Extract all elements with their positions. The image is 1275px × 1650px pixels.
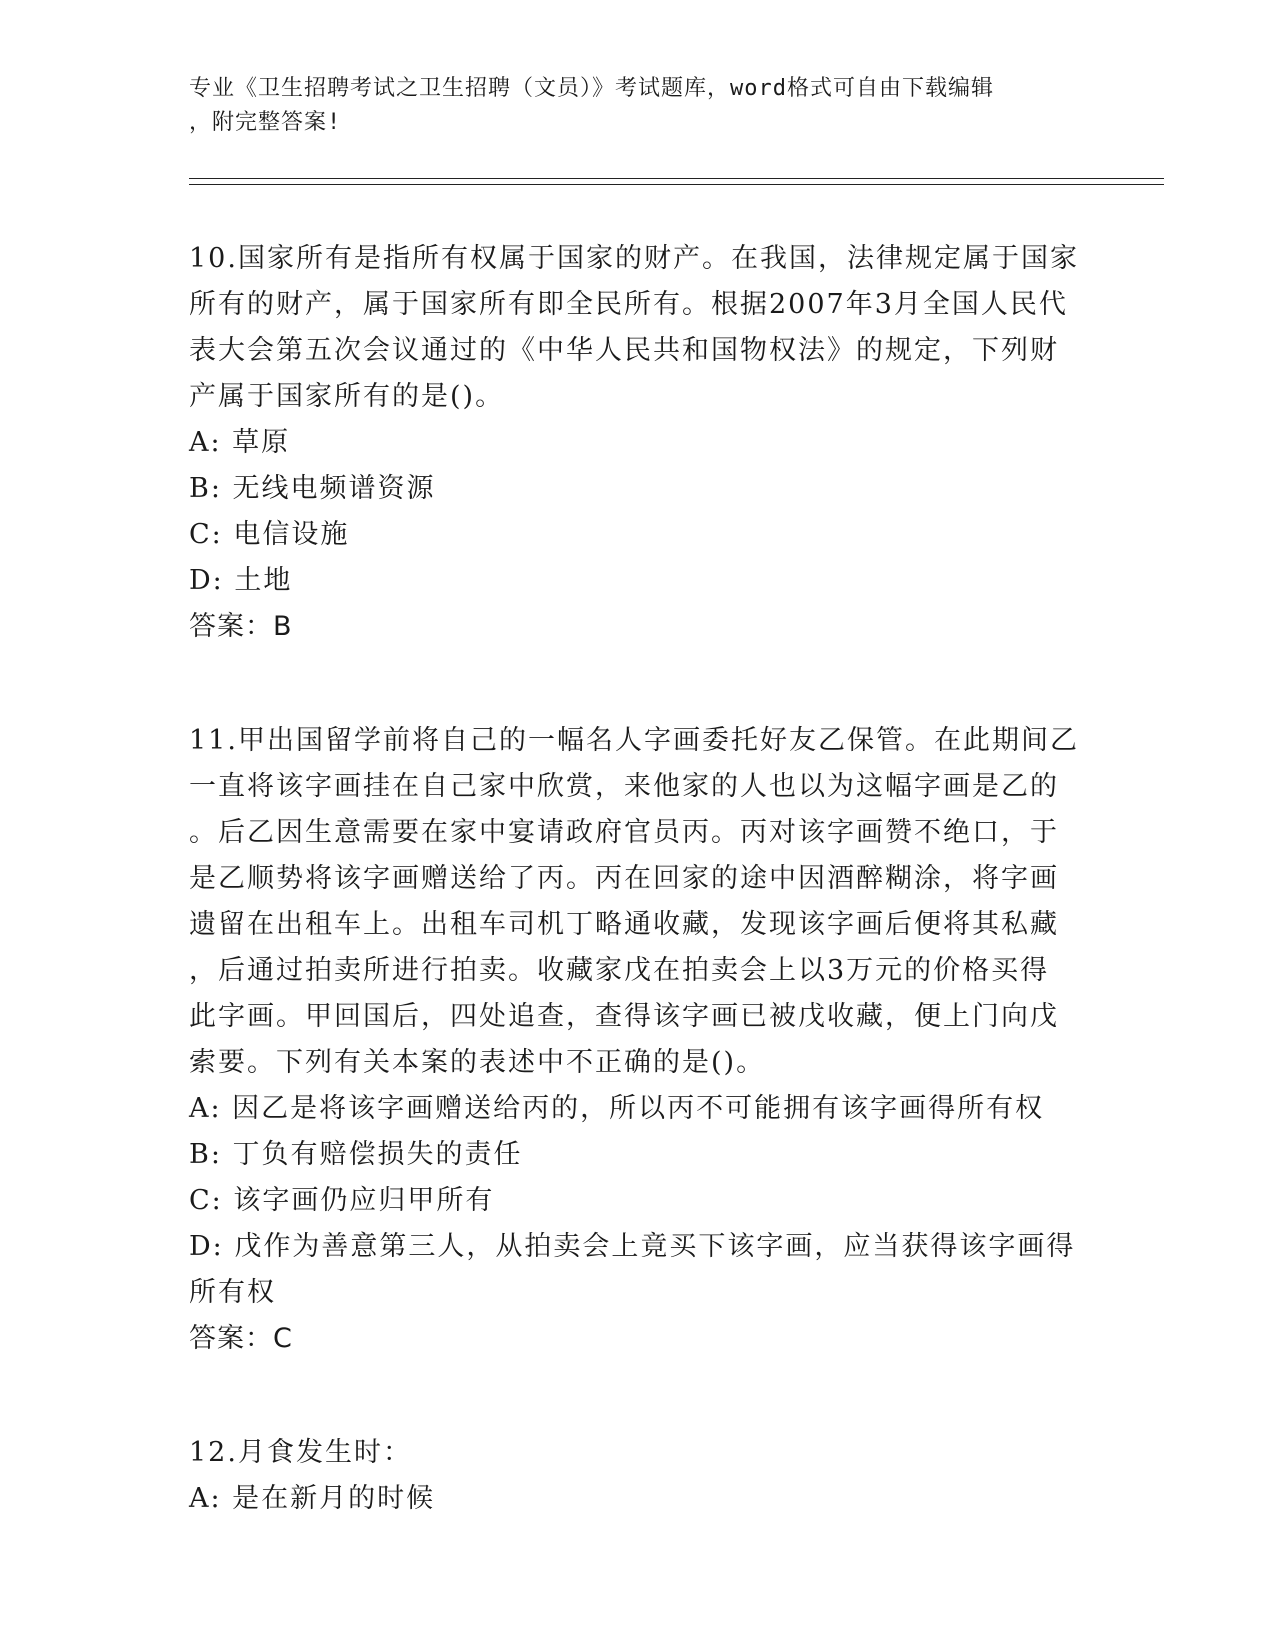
question-stem-line: 索要。下列有关本案的表述中不正确的是()。 <box>189 1047 766 1078</box>
question-stem-line: 一直将该字画挂在自己家中欣赏，来他家的人也以为这幅字画是乙的 <box>189 771 1059 802</box>
answer-label: 答案：C <box>189 1323 293 1354</box>
question-stem-line: 是乙顺势将该字画赠送给了丙。丙在回家的途中因酒醉糊涂，将字画 <box>189 863 1059 894</box>
question-list <box>189 236 1089 1522</box>
question-stem-line: 10.国家所有是指所有权属于国家的财产。在我国，法律规定属于国家 <box>189 243 1079 274</box>
header-divider-bottom <box>189 184 1164 185</box>
option-b: B: 丁负有赔偿损失的责任 <box>189 1139 523 1170</box>
question-11 <box>189 718 1089 1362</box>
question-stem-line: 所有的财产，属于国家所有即全民所有。根据2007年3月全国人民代 <box>189 289 1068 320</box>
option-d: D: 土地 <box>189 565 293 596</box>
question-stem-line: 此字画。甲回国后，四处追查，查得该字画已被戊收藏，便上门向戊 <box>189 1001 1059 1032</box>
header-line-2: ，附完整答案! <box>189 110 342 135</box>
question-stem-line: 。后乙因生意需要在家中宴请政府官员丙。丙对该字画赞不绝口，于 <box>189 817 1059 848</box>
option-a: A: 是在新月的时候 <box>189 1483 436 1514</box>
header-line-1: 专业《卫生招聘考试之卫生招聘（文员）》考试题库，word格式可自由下载编辑 <box>189 76 994 101</box>
question-10 <box>189 236 1089 650</box>
question-12 <box>189 1430 1089 1522</box>
question-stem-line: 12.月食发生时： <box>189 1437 412 1468</box>
option-c: C: 该字画仍应归甲所有 <box>189 1185 495 1216</box>
option-b: B: 无线电频谱资源 <box>189 473 436 504</box>
option-d: D: 戊作为善意第三人，从拍卖会上竟买下该字画，应当获得该字画得 <box>189 1231 1076 1262</box>
option-a: A: 草原 <box>189 427 291 458</box>
question-stem-line: 遗留在出租车上。出租车司机丁略通收藏，发现该字画后便将其私藏 <box>189 909 1059 940</box>
question-stem-line: 11.甲出国留学前将自己的一幅名人字画委托好友乙保管。在此期间乙 <box>189 725 1079 756</box>
question-stem-line: 产属于国家所有的是()。 <box>189 381 505 412</box>
question-stem-line: 表大会第五次会议通过的《中华人民共和国物权法》的规定，下列财 <box>189 335 1059 366</box>
option-a: A: 因乙是将该字画赠送给丙的，所以丙不可能拥有该字画得所有权 <box>189 1093 1045 1124</box>
answer-label: 答案：B <box>189 611 293 642</box>
option-c: C: 电信设施 <box>189 519 350 550</box>
question-stem-line: ，后通过拍卖所进行拍卖。收藏家戊在拍卖会上以3万元的价格买得 <box>189 955 1050 986</box>
document-header <box>189 72 1069 140</box>
header-divider-top <box>189 178 1164 179</box>
option-d-continued: 所有权 <box>189 1277 276 1308</box>
